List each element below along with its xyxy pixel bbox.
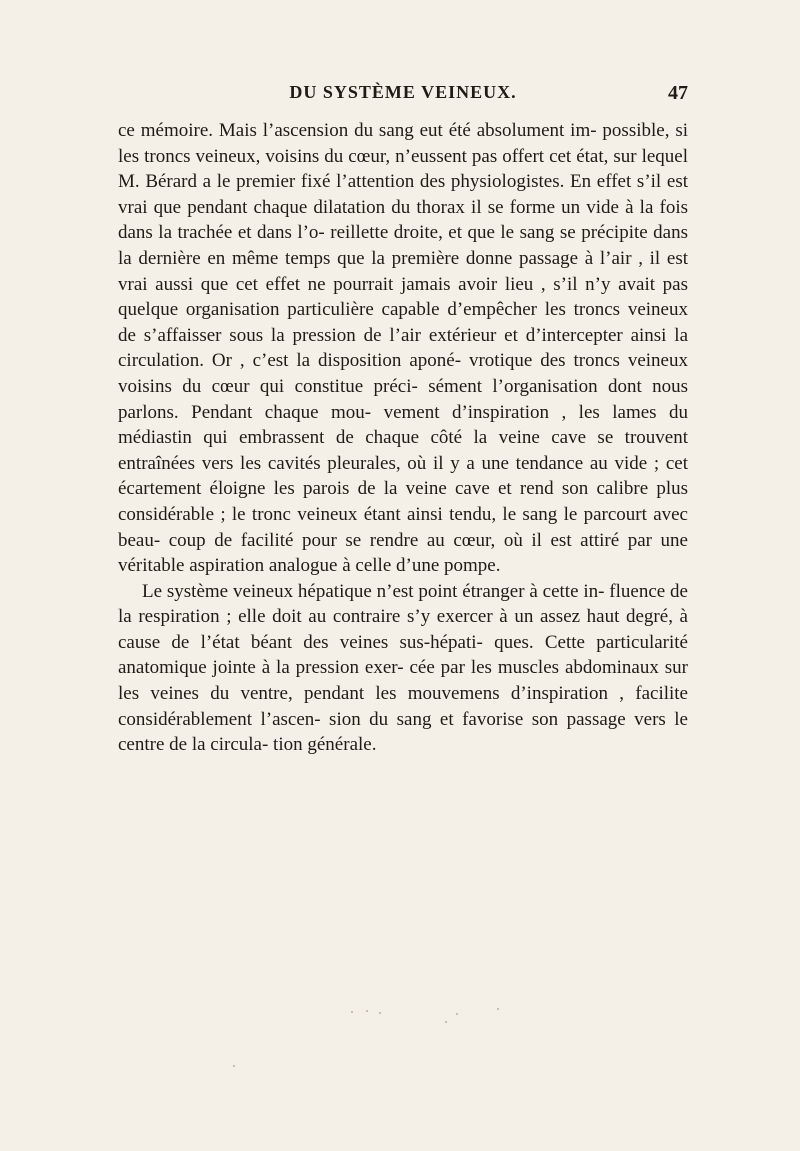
paragraph-1: ce mémoire. Mais l’ascension du sang eut été absolument im- possible, si les troncs veineux, voisins du cœur, n’eussent pas offert cet état, sur lequel M. Bérard a le premier fixé l’attention des physiologistes. En effet s’il est vrai que pendant chaque dilatation du thorax il se forme un vide à la fois dans la trachée et dans l’o- reillette droite, et que le sang se précipite dans la dernière en même temps que la première donne passage à l’air , il est vrai aussi que cet effet ne pourrait jamais avoir lieu , s’il n’y avait pas quelque organisation particulière capable d’empêcher les troncs veineux de s’affaisser sous la pression de l’air extérieur et d’intercepter ainsi la circulation. Or , c’est la disposition aponé- vrotique des troncs veineux voisins du cœur qui constitue préci- sément l’organisation dont nous parlons. Pendant chaque mou- vement d’inspiration , les lames du médiastin qui embrassent de chaque côté la veine cave se trouvent entraînées vers les cavités pleurales, où il y a une tendance au vide ; cet écartement éloigne les parois de la veine cave et rend son calibre plus considérable ; le tronc veineux étant ainsi tendu, le sang le parcourt avec beau- coup de facilité pour se rendre au cœur, où il est attiré par une véritable aspiration analogue à celle d’une pompe. [118,120,688,577]
paper-speck [456,1013,458,1015]
running-title: DU SYSTÈME VEINEUX. [289,82,517,102]
paper-speck [497,1008,499,1010]
paper-speck [366,1010,368,1012]
paper-speck [351,1011,353,1013]
paper-speck [379,1012,381,1014]
main-text [118,118,688,758]
paragraph-2: Le système veineux hépatique n’est point étranger à cette in- fluence de la respiration ; elle doit au contraire s’y exercer à un assez haut degré, à cause de l’état béant des veines sus-hépati- ques. Cette particularité anatomique jointe à la pression exer- cée par les muscles abdominaux sur les veines du ventre, pendant les mouvemens d’inspiration , facilite considérablement l’ascen- sion du sang et favorise son passage vers le centre de la circula- tion générale. [118,580,688,756]
paper-speck [233,1065,235,1067]
page-number: 47 [668,82,688,104]
running-head [118,82,688,110]
paper-speck [445,1021,447,1023]
